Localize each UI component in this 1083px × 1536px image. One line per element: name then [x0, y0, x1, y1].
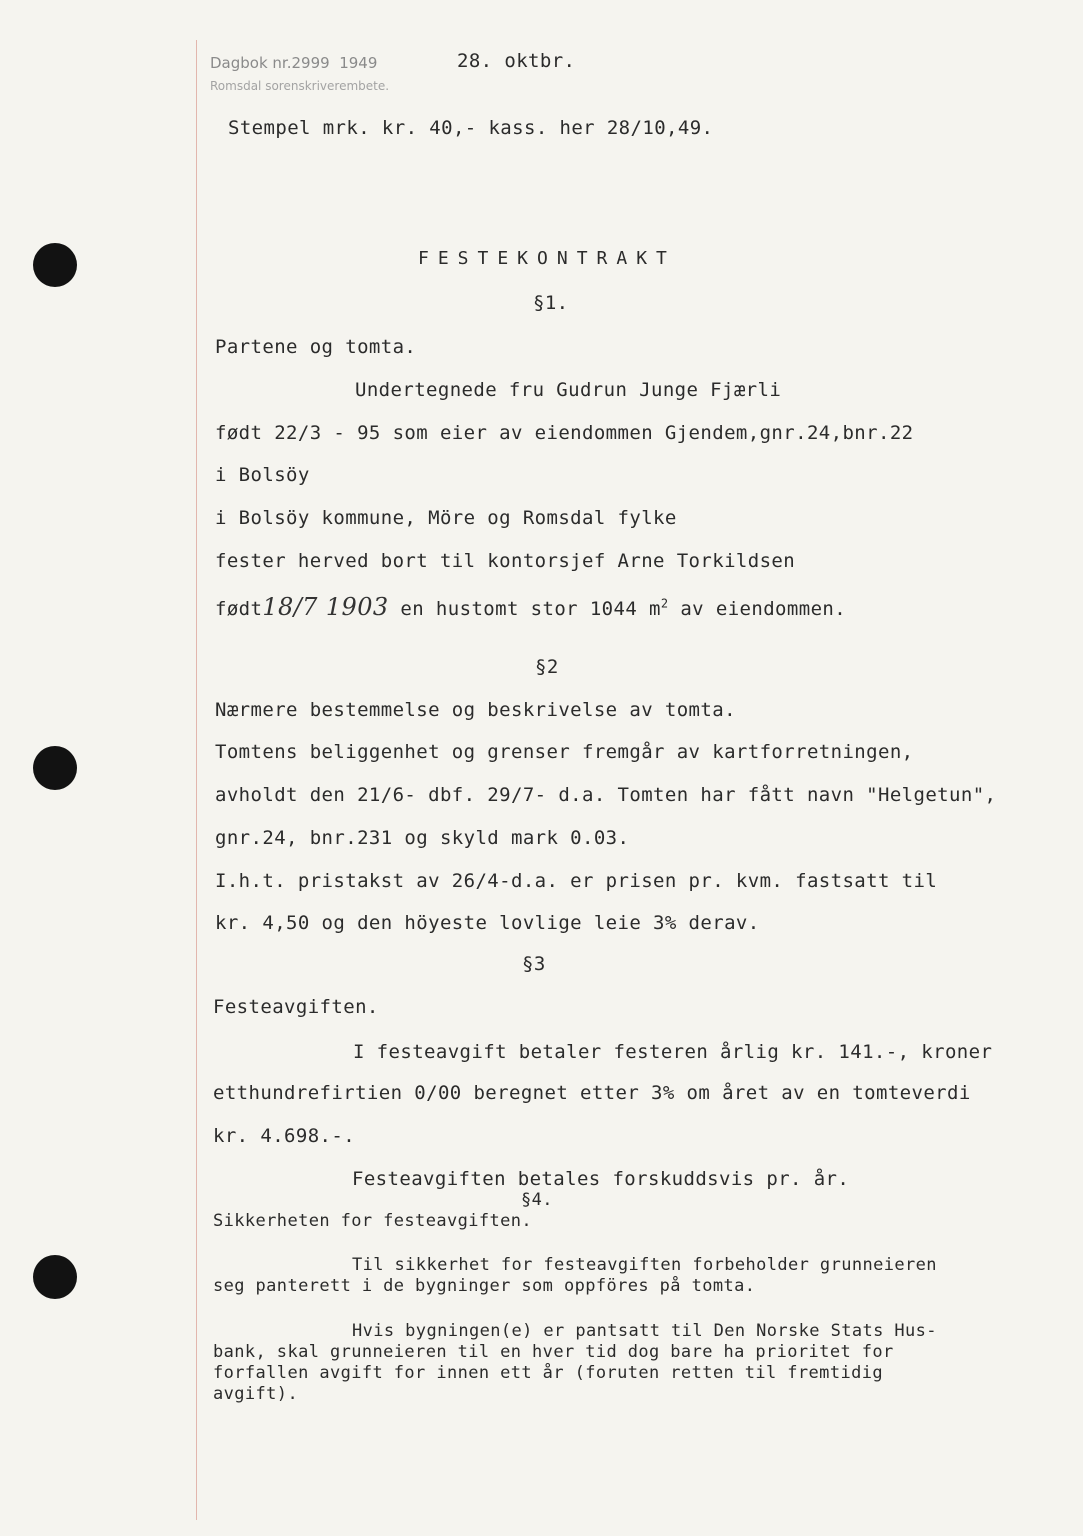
handwritten-birthdate: 18/7 1903 — [262, 593, 389, 621]
punch-hole — [33, 746, 77, 790]
section-4-line: bank, skal grunneieren til en hver tid dog bare ha prioritet for — [213, 1342, 894, 1362]
section-1-heading: Partene og tomta. — [215, 336, 417, 358]
margin-rule — [196, 40, 197, 1520]
journal-stamp — [210, 54, 377, 72]
section-2-line: Tomtens beliggenhet og grenser fremgår av kartforretningen, — [215, 741, 914, 763]
stamp-duty-line: Stempel mrk. kr. 40,- kass. her 28/10,49. — [228, 117, 714, 139]
section-3-line: kr. 4.698.-. — [213, 1125, 356, 1147]
section-2-line: I.h.t. pristakst av 26/4-d.a. er prisen pr. kvm. fastsatt til — [215, 870, 938, 892]
punch-hole — [33, 1255, 77, 1299]
punch-hole — [33, 243, 77, 287]
plot-size-text: en hustomt stor 1044 m — [400, 598, 661, 620]
office-stamp: Romsdal sorenskriverembete. — [210, 79, 390, 93]
section-4-line: Til sikkerhet for festeavgiften forbeholder grunneieren — [352, 1255, 937, 1275]
section-1-line: i Bolsöy kommune, Möre og Romsdal fylke — [215, 507, 677, 529]
plot-size-end: av eiendommen. — [668, 598, 847, 620]
section-3-line: I festeavgift betaler festeren årlig kr. 141.-, kroner — [353, 1041, 993, 1063]
section-2-line: gnr.24, bnr.231 og skyld mark 0.03. — [215, 827, 630, 849]
section-4-line: seg panterett i de bygninger som oppföres på tomta. — [213, 1276, 756, 1296]
section-4-mark: §4. — [521, 1190, 553, 1210]
section-3-line: Festeavgiften betales forskuddsvis pr. år. — [352, 1168, 850, 1190]
section-1-line: Undertegnede fru Gudrun Junge Fjærli — [355, 379, 782, 401]
section-4-line: Hvis bygningen(e) er pantsatt til Den Norske Stats Hus- — [352, 1321, 937, 1341]
document-title: FESTEKONTRAKT — [418, 248, 676, 269]
section-1-line: i Bolsöy — [215, 464, 310, 486]
section-4-heading: Sikkerheten for festeavgiften. — [213, 1211, 533, 1231]
journal-year: 1949 — [339, 54, 378, 72]
section-4-line: forfallen avgift for innen ett år (foruten retten til fremtidig — [213, 1363, 883, 1383]
section-2-mark: §2 — [535, 656, 559, 678]
section-4-line: avgift). — [213, 1384, 299, 1404]
section-3-mark: §3 — [522, 953, 546, 975]
section-1-mark: §1. — [533, 292, 569, 314]
journal-prefix: Dagbok nr. — [210, 54, 292, 72]
section-3-heading: Festeavgiften. — [213, 996, 379, 1018]
section-2-line: kr. 4,50 og den höyeste lovlige leie 3% derav. — [215, 912, 760, 934]
section-3-line: etthundrefirtien 0/00 beregnet etter 3% om året av en tomteverdi — [213, 1082, 971, 1104]
typed-date: 28. oktbr. — [457, 50, 576, 72]
square-superscript: 2 — [660, 596, 669, 611]
section-2-heading: Nærmere bestemmelse og beskrivelse av tomta. — [215, 699, 736, 721]
section-1-line — [215, 593, 846, 621]
section-1-line: fester herved bort til kontorsjef Arne Torkildsen — [215, 550, 796, 572]
born-label: født — [215, 598, 263, 620]
section-1-line: født 22/3 - 95 som eier av eiendommen Gjendem,gnr.24,bnr.22 — [215, 422, 914, 444]
journal-number: 2999 — [291, 54, 330, 72]
section-2-line: avholdt den 21/6- dbf. 29/7- d.a. Tomten har fått navn "Helgetun", — [215, 784, 997, 806]
